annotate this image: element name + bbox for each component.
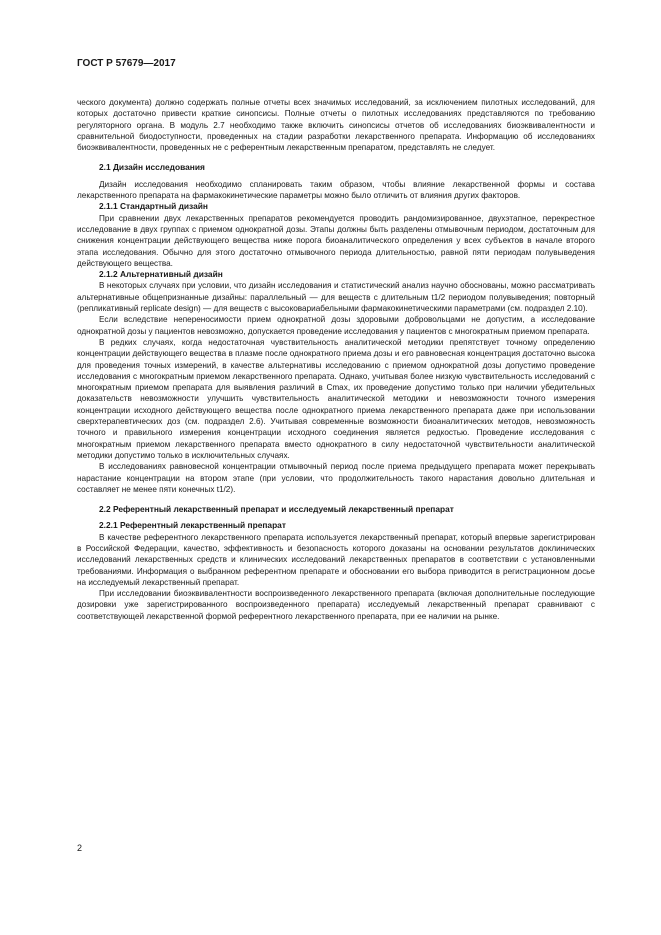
heading-2-1: 2.1 Дизайн исследования [99,162,205,173]
heading-2-2: 2.2 Референтный лекарственный препарат и исследуемый лекарственный препарат [99,504,454,515]
heading-2-1-2: 2.1.2 Альтернативный дизайн [99,269,223,280]
paragraph-alternative-design: В некоторых случаях при условии, что дизайн исследования и статистический анализ научно обоснованы, можно рассматривать альтернативные общепризнанные дизайны: параллельный — для веществ с длительным t1/2 периодом полувыведения; повторный (репликативный replicate design) — для веществ с высоковариабельными фармакокинетическими параметрами (см. подраздел 2.10). [77,281,595,314]
paragraph-steady-state: В исследованиях равновесной концентрации отмывочный период после приема предыдущего препарата может перекрывать нарастание концентрации на втором этапе (при условии, что продолжительность такого нарастания довольно длительная и составляет не менее пяти конечных t1/2). [77,462,595,494]
heading-2-1-1: 2.1.1 Стандартный дизайн [99,201,208,212]
paragraph-rare-cases: В редких случаях, когда недостаточная чувствительность аналитической методики препятствует точному определению концентрации действующего вещества в плазме после однократного приема дозы и его равновесная концентрация достаточно высока для проведения точных измерений, в качестве альтернативы исследованию с приемом однократной дозы допустимо проведение исследования с многократным приемом лекарственного препарата. Однако, учитывая более низкую чувствительность исследований с многократным приемом препарата для выявления различий в Cmax, их проведение допустимо только при наличии убедительных доказательств невозможности улучшить чувствительность аналитической методики и невозможности точного измерения концентрации исходного действующего вещества после однократного приема лекарственного препарата даже при использовании сверхтерапевтических доз (см. подраздел 2.6). Учитывая современные возможности биоаналитических методов, невозможность точного и правильного измерения концентрации исходного соединения является редкостью. Проведение исследования с многократным приемом лекарственного препарата вместо однократного в силу недостаточной чувствительности аналитической методики допустимо только в исключительных случаях. [77,337,595,460]
paragraph-standard-design: При сравнении двух лекарственных препаратов рекомендуется проводить рандомизированное, двухэтапное, перекрестное исследование в двух группах с приемом однократной дозы. Этапы должны быть разделены отмывочным периодом, достаточным для снижения концентрации действующего вещества ниже порога биоаналитического определения у всех субъектов в начале второго этапа исследования. Обычно для этого достаточно отмывочного периода длительностью, равной пяти периодам полувыведения действующего вещества. [77,213,595,268]
page-number: 2 [77,843,83,853]
document-page [77,58,595,622]
heading-2-2-1: 2.2.1 Референтный лекарственный препарат [99,520,286,531]
paragraph-bioequivalence: При исследовании биоэквивалентности воспроизведенного лекарственного препарата (включая дополнительные последующие дозировки уже зарегистрированного воспроизведенного препарата) исследуемый лекарственный препарат сравнивают с соответствующей лекарственной формой референтного лекарственного препарата, при ее наличии на рынке. [77,589,595,621]
paragraph-reference-product: В качестве референтного лекарственного препарата используется лекарственный препарат, который впервые зарегистрирован в Российской Федерации, качество, эффективность и безопасность которого доказаны на основании результатов доклинических исследований лекарственных средств и клинических исследований лекарственных препаратов в соответствии с установленными требованиями. Информация о выбранном референтном препарате и обосновании его выбора приводится в регистрационном досье на исследуемый лекарственный препарат. [77,532,595,587]
paragraph-intro: ческого документа) должно содержать полные отчеты всех значимых исследований, за исключением пилотных исследований, для которых достаточно привести краткие синопсисы. Полные отчеты о пилотных исследованиях представляются по требованию регуляторного органа. В модуль 2.7 необходимо также включить синопсисы отчетов об исследованиях биоэквивалентности и сравнительной биодоступности, проведенных на стадии разработки лекарственного препарата. Информацию об исследованиях биоэквивалентности, проведенных не с референтным лекарственным препаратом, представлять не следует. [77,98,595,153]
paragraph-design: Дизайн исследования необходимо спланировать таким образом, чтобы влияние лекарственной формы и состава лекарственного препарата на фармакокинетические параметры можно было отличить от влияния других факторов. [77,179,595,201]
paragraph-intolerance: Если вследствие непереносимости прием однократной дозы здоровыми добровольцами не допустим, а исследование однократной дозы у пациентов невозможно, допускается проведение исследования у пациентов с многократным приемом препарата. [77,315,595,336]
document-header: ГОСТ Р 57679—2017 [77,58,176,69]
